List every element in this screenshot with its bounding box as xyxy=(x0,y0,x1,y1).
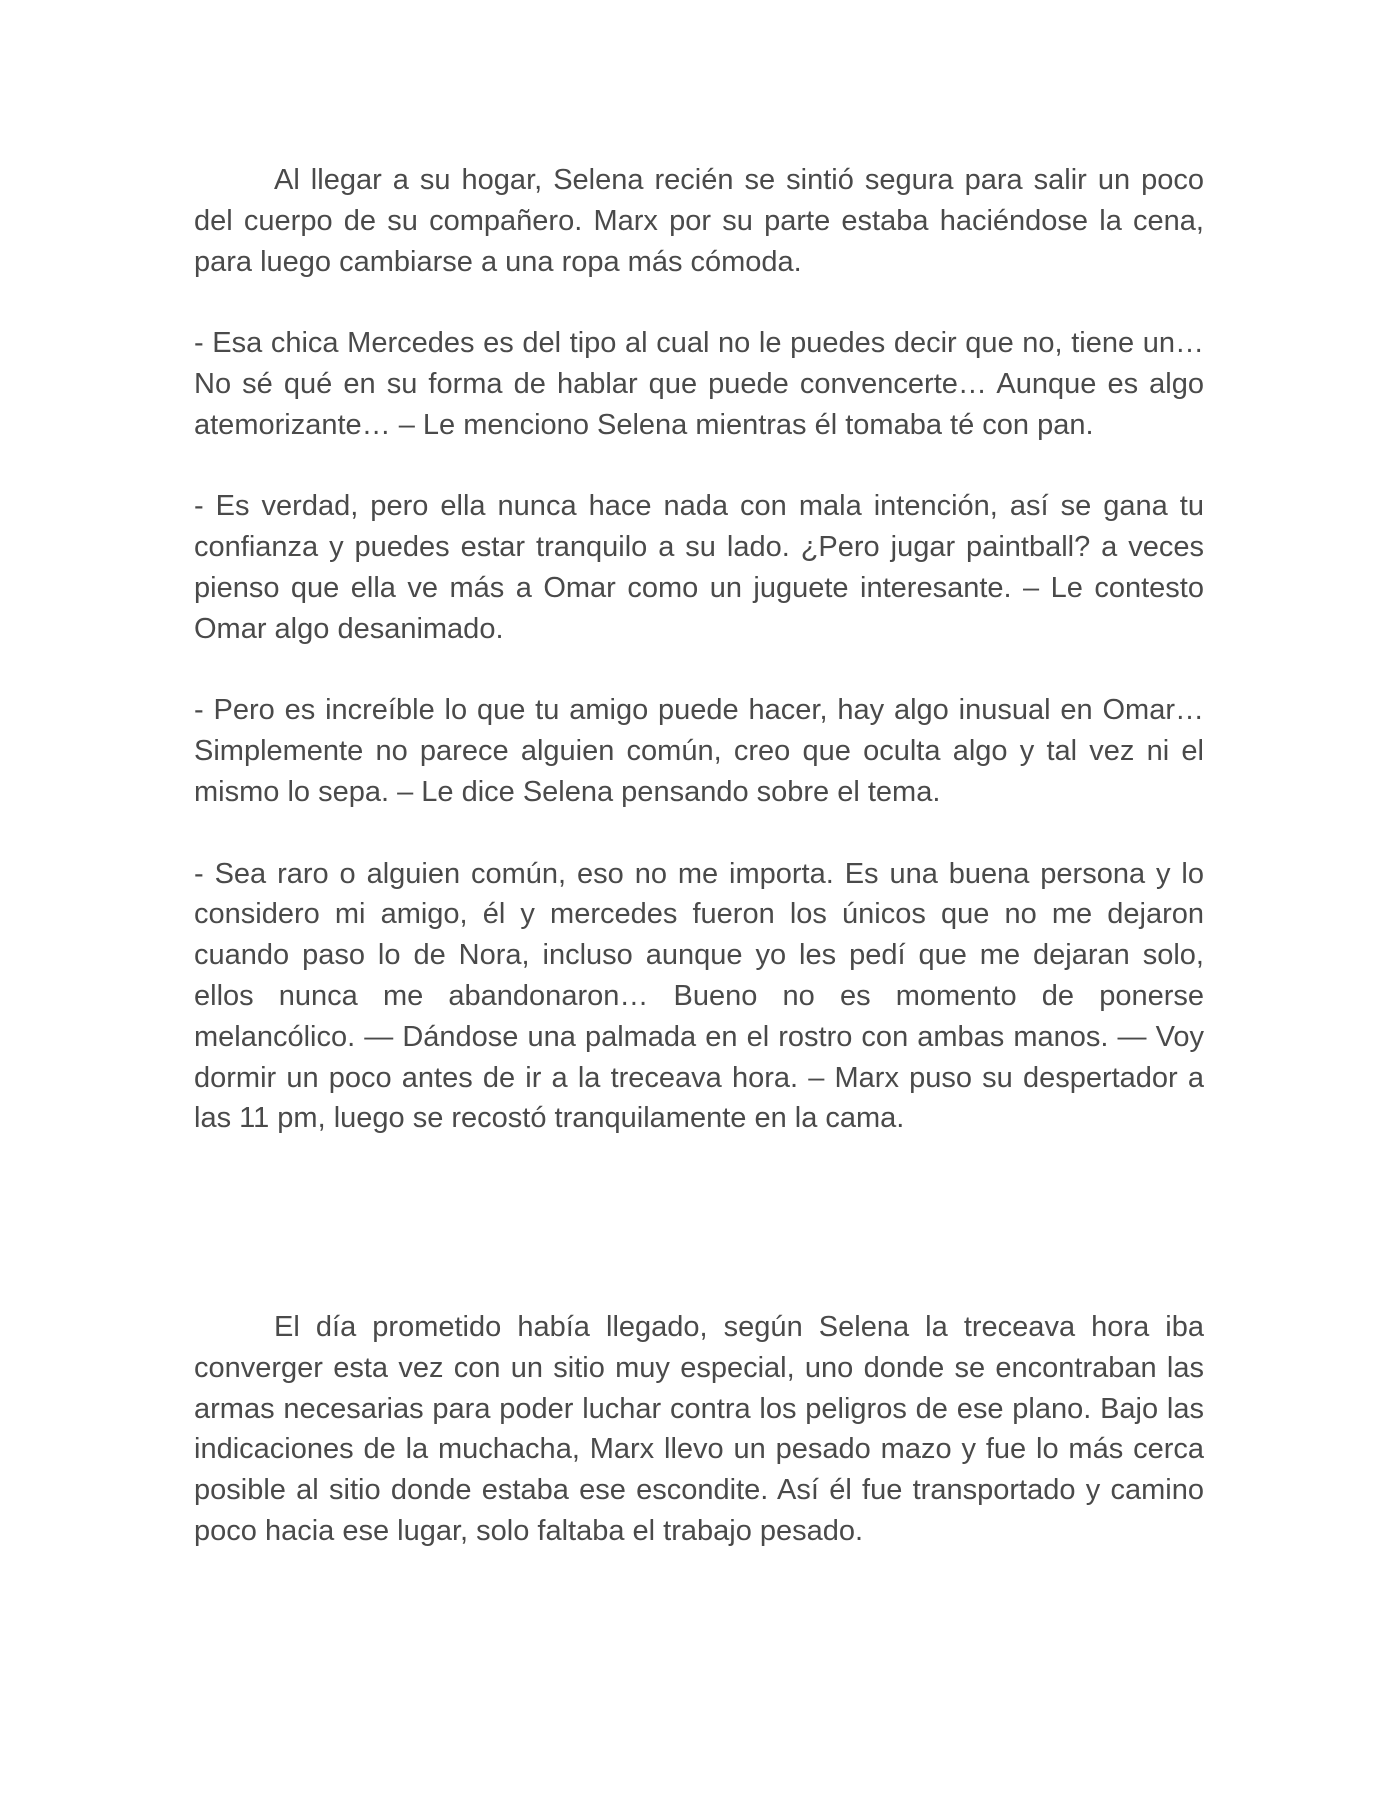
paragraph-5: - Sea raro o alguien común, eso no me importa. Es una buena persona y lo considero mi amigo, él y mercedes fueron los únicos que no me dejaron cuando paso lo de Nora, incluso aunque yo les pedí que me dejaran solo, ellos nunca me abandonaron… Bueno no es momento de ponerse melancólico. — Dándose una palmada en el rostro con ambas manos. — Voy dormir un poco antes de ir a la treceava hora. – Marx puso su despertador a las 11 pm, luego se recostó tranquilamente en la cama. xyxy=(194,857,1204,1135)
paragraph-6: El día prometido había llegado, según Selena la treceava hora iba converger esta vez con un sitio muy especial, uno donde se encontraban las armas necesarias para poder luchar contra los peligros de ese plano. Bajo las indicaciones de la muchacha, Marx llevo un pesado mazo y fue lo más cerca posible al sitio donde estaba ese escondite. Así él fue transportado y camino poco hacia ese lugar, solo faltaba el trabajo pesado. xyxy=(194,1311,1204,1547)
section-2 xyxy=(194,1307,1204,1552)
paragraph-3: - Es verdad, pero ella nunca hace nada con mala intención, así se gana tu confianza y puedes estar tranquilo a su lado. ¿Pero jugar paintball? a veces pienso que ella ve más a Omar como un juguete interesante. – Le contesto Omar algo desanimado. xyxy=(194,490,1204,645)
paragraph-1: Al llegar a su hogar, Selena recién se sintió segura para salir un poco del cuerpo de su compañero. Marx por su parte estaba haciéndose la cena, para luego cambiarse a una ropa más cómoda. xyxy=(194,164,1204,278)
section-1 xyxy=(194,160,1204,1180)
paragraph-4: - Pero es increíble lo que tu amigo puede hacer, hay algo inusual en Omar… Simplemente no parece alguien común, creo que oculta algo y tal vez ni el mismo lo sepa. – Le dice Selena pensando sobre el tema. xyxy=(194,694,1204,808)
paragraph-2: - Esa chica Mercedes es del tipo al cual no le puedes decir que no, tiene un… No sé qué en su forma de hablar que puede convencerte… Aunque es algo atemorizante… – Le menciono Selena mientras él tomaba té con pan. xyxy=(194,327,1204,441)
